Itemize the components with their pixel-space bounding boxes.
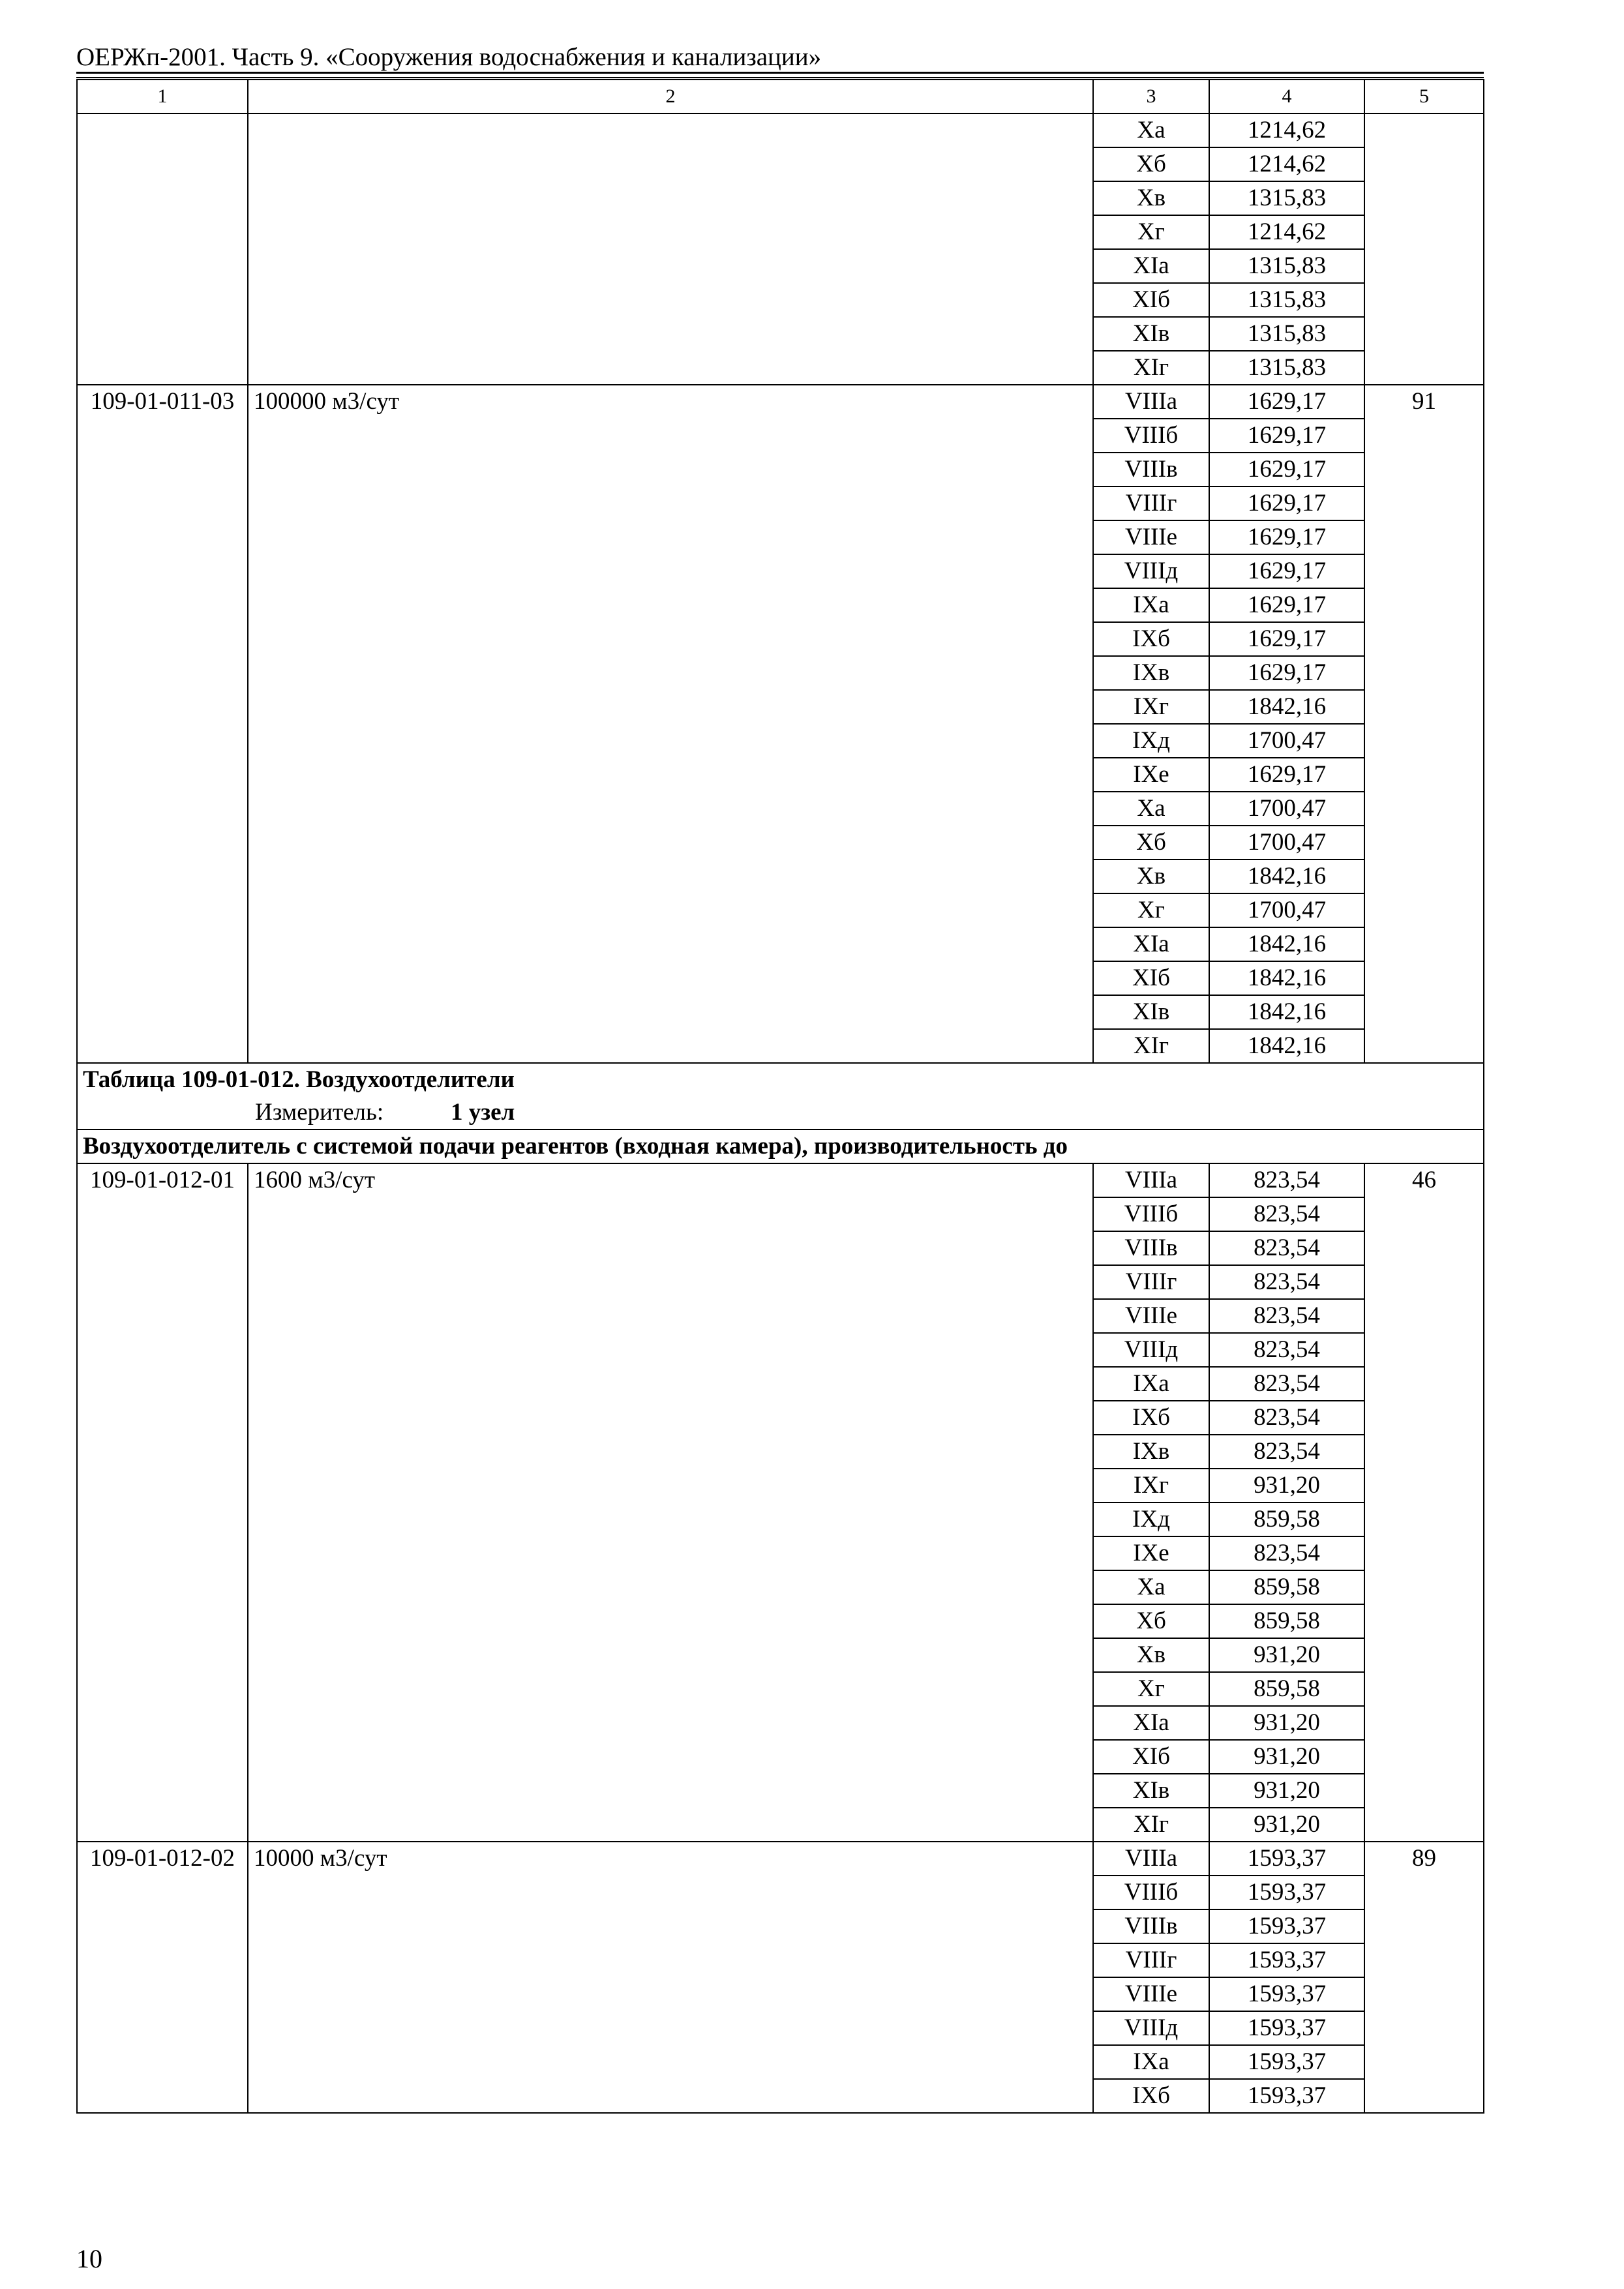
price-cell: 823,54	[1209, 1231, 1364, 1265]
measure-cell	[77, 1096, 1484, 1130]
price-cell: 823,54	[1209, 1435, 1364, 1469]
zone-cell: Xб	[1093, 147, 1209, 181]
price-cell: 931,20	[1209, 1808, 1364, 1842]
price-cell: 1593,37	[1209, 1842, 1364, 1876]
price-cell: 823,54	[1209, 1536, 1364, 1570]
zone-cell: IXб	[1093, 622, 1209, 656]
item-name: 1600 м3/сут	[248, 1163, 1093, 1842]
zone-cell: XIв	[1093, 1774, 1209, 1808]
zone-cell: XIг	[1093, 1029, 1209, 1063]
header-rule-secondary	[76, 77, 1484, 78]
col5-cell	[1364, 113, 1484, 385]
rates-table	[76, 79, 1484, 2114]
price-cell: 1629,17	[1209, 656, 1364, 690]
price-cell: 1842,16	[1209, 1029, 1364, 1063]
price-cell: 1842,16	[1209, 961, 1364, 995]
price-cell: 823,54	[1209, 1367, 1364, 1401]
price-cell: 1629,17	[1209, 453, 1364, 486]
zone-cell: IXб	[1093, 1401, 1209, 1435]
price-cell: 1593,37	[1209, 1943, 1364, 1977]
zone-cell: IXе	[1093, 758, 1209, 792]
item-code	[77, 113, 248, 385]
zone-cell: Xг	[1093, 1672, 1209, 1706]
price-cell: 1629,17	[1209, 622, 1364, 656]
zone-cell: VIIIв	[1093, 1231, 1209, 1265]
price-cell: 1315,83	[1209, 283, 1364, 317]
page-number: 10	[76, 2244, 102, 2273]
zone-cell: VIIIе	[1093, 520, 1209, 554]
measure-row	[77, 1096, 1484, 1130]
price-cell: 1629,17	[1209, 486, 1364, 520]
zone-cell: XIб	[1093, 1740, 1209, 1774]
col5-cell: 91	[1364, 385, 1484, 1063]
item-code: 109-01-012-02	[77, 1842, 248, 2113]
zone-cell: VIIIa	[1093, 385, 1209, 419]
column-number-5: 5	[1364, 80, 1484, 113]
zone-cell: VIIIб	[1093, 1876, 1209, 1909]
subsection-heading: Воздухоотделитель с системой подачи реагентов (входная камера), производительность до	[77, 1130, 1484, 1163]
col5-cell: 46	[1364, 1163, 1484, 1842]
zone-cell: Xг	[1093, 893, 1209, 927]
item-name	[248, 113, 1093, 385]
price-cell: 1315,83	[1209, 181, 1364, 215]
price-cell: 1593,37	[1209, 1876, 1364, 1909]
price-cell: 859,58	[1209, 1503, 1364, 1536]
price-cell: 1842,16	[1209, 860, 1364, 893]
table-row	[77, 1163, 1484, 1197]
measure-label: Измеритель:	[255, 1099, 384, 1126]
price-cell: 1629,17	[1209, 554, 1364, 588]
table-title-row	[77, 1063, 1484, 1096]
table-row	[77, 113, 1484, 147]
zone-cell: IXб	[1093, 2079, 1209, 2113]
zone-cell: IXе	[1093, 1536, 1209, 1570]
price-cell: 1629,17	[1209, 385, 1364, 419]
zone-cell: XIa	[1093, 249, 1209, 283]
price-cell: 1629,17	[1209, 419, 1364, 453]
price-cell: 1315,83	[1209, 351, 1364, 385]
price-cell: 1842,16	[1209, 690, 1364, 724]
zone-cell: Xa	[1093, 113, 1209, 147]
zone-cell: VIIIг	[1093, 486, 1209, 520]
price-cell: 931,20	[1209, 1638, 1364, 1672]
price-cell: 823,54	[1209, 1265, 1364, 1299]
zone-cell: VIIIa	[1093, 1842, 1209, 1876]
zone-cell: VIIIa	[1093, 1163, 1209, 1197]
zone-cell: XIб	[1093, 961, 1209, 995]
price-cell: 1842,16	[1209, 927, 1364, 961]
zone-cell: XIб	[1093, 283, 1209, 317]
price-cell: 931,20	[1209, 1469, 1364, 1503]
zone-cell: IXд	[1093, 724, 1209, 758]
price-cell: 1315,83	[1209, 249, 1364, 283]
price-cell: 1700,47	[1209, 893, 1364, 927]
table-title: Таблица 109-01-012. Воздухоотделители	[77, 1063, 1484, 1096]
zone-cell: Xв	[1093, 181, 1209, 215]
item-code: 109-01-011-03	[77, 385, 248, 1063]
zone-cell: VIIIе	[1093, 1299, 1209, 1333]
column-number-3: 3	[1093, 80, 1209, 113]
price-cell: 931,20	[1209, 1740, 1364, 1774]
zone-cell: VIIIг	[1093, 1265, 1209, 1299]
table-row	[77, 1842, 1484, 1876]
zone-cell: IXa	[1093, 588, 1209, 622]
zone-cell: VIIIд	[1093, 1333, 1209, 1367]
price-cell: 931,20	[1209, 1774, 1364, 1808]
column-number-1: 1	[77, 80, 248, 113]
zone-cell: Xв	[1093, 860, 1209, 893]
zone-cell: IXг	[1093, 690, 1209, 724]
zone-cell: XIг	[1093, 351, 1209, 385]
zone-cell: Xa	[1093, 792, 1209, 826]
zone-cell: IXг	[1093, 1469, 1209, 1503]
price-cell: 1629,17	[1209, 758, 1364, 792]
item-name: 10000 м3/сут	[248, 1842, 1093, 2113]
zone-cell: IXд	[1093, 1503, 1209, 1536]
column-number-4: 4	[1209, 80, 1364, 113]
price-cell: 859,58	[1209, 1570, 1364, 1604]
zone-cell: VIIIе	[1093, 1977, 1209, 2011]
column-number-2: 2	[248, 80, 1093, 113]
price-cell: 1700,47	[1209, 826, 1364, 860]
price-cell: 1700,47	[1209, 724, 1364, 758]
item-name: 100000 м3/сут	[248, 385, 1093, 1063]
header-rule	[76, 72, 1484, 74]
table-row	[77, 385, 1484, 419]
item-code: 109-01-012-01	[77, 1163, 248, 1842]
price-cell: 1593,37	[1209, 1909, 1364, 1943]
measure-value: 1 узел	[451, 1099, 515, 1126]
zone-cell: Xб	[1093, 1604, 1209, 1638]
col5-cell: 89	[1364, 1842, 1484, 2113]
price-cell: 1593,37	[1209, 1977, 1364, 2011]
zone-cell: Xг	[1093, 215, 1209, 249]
zone-cell: Xa	[1093, 1570, 1209, 1604]
zone-cell: XIa	[1093, 927, 1209, 961]
subsection-row	[77, 1130, 1484, 1163]
zone-cell: XIa	[1093, 1706, 1209, 1740]
zone-cell: VIIIд	[1093, 554, 1209, 588]
price-cell: 1214,62	[1209, 147, 1364, 181]
zone-cell: VIIIв	[1093, 453, 1209, 486]
zone-cell: VIIIв	[1093, 1909, 1209, 1943]
price-cell: 1214,62	[1209, 113, 1364, 147]
price-cell: 1214,62	[1209, 215, 1364, 249]
zone-cell: XIг	[1093, 1808, 1209, 1842]
price-cell: 1700,47	[1209, 792, 1364, 826]
price-cell: 1315,83	[1209, 317, 1364, 351]
zone-cell: Xб	[1093, 826, 1209, 860]
price-cell: 823,54	[1209, 1333, 1364, 1367]
price-cell: 1629,17	[1209, 588, 1364, 622]
price-cell: 931,20	[1209, 1706, 1364, 1740]
price-cell: 859,58	[1209, 1672, 1364, 1706]
price-cell: 1593,37	[1209, 2045, 1364, 2079]
zone-cell: VIIIб	[1093, 419, 1209, 453]
price-cell: 859,58	[1209, 1604, 1364, 1638]
zone-cell: IXв	[1093, 1435, 1209, 1469]
document-running-header: ОЕРЖп-2001. Часть 9. «Сооружения водоснабжения и канализации»	[76, 43, 822, 71]
zone-cell: VIIIг	[1093, 1943, 1209, 1977]
price-cell: 1842,16	[1209, 995, 1364, 1029]
zone-cell: VIIIд	[1093, 2011, 1209, 2045]
zone-cell: VIIIб	[1093, 1197, 1209, 1231]
price-cell: 823,54	[1209, 1401, 1364, 1435]
zone-cell: XIв	[1093, 995, 1209, 1029]
price-cell: 823,54	[1209, 1299, 1364, 1333]
zone-cell: XIв	[1093, 317, 1209, 351]
zone-cell: Xв	[1093, 1638, 1209, 1672]
price-cell: 823,54	[1209, 1163, 1364, 1197]
price-cell: 1629,17	[1209, 520, 1364, 554]
price-cell: 1593,37	[1209, 2079, 1364, 2113]
zone-cell: IXa	[1093, 2045, 1209, 2079]
price-cell: 1593,37	[1209, 2011, 1364, 2045]
column-numbers-row	[77, 80, 1484, 113]
price-cell: 823,54	[1209, 1197, 1364, 1231]
zone-cell: IXв	[1093, 656, 1209, 690]
zone-cell: IXa	[1093, 1367, 1209, 1401]
